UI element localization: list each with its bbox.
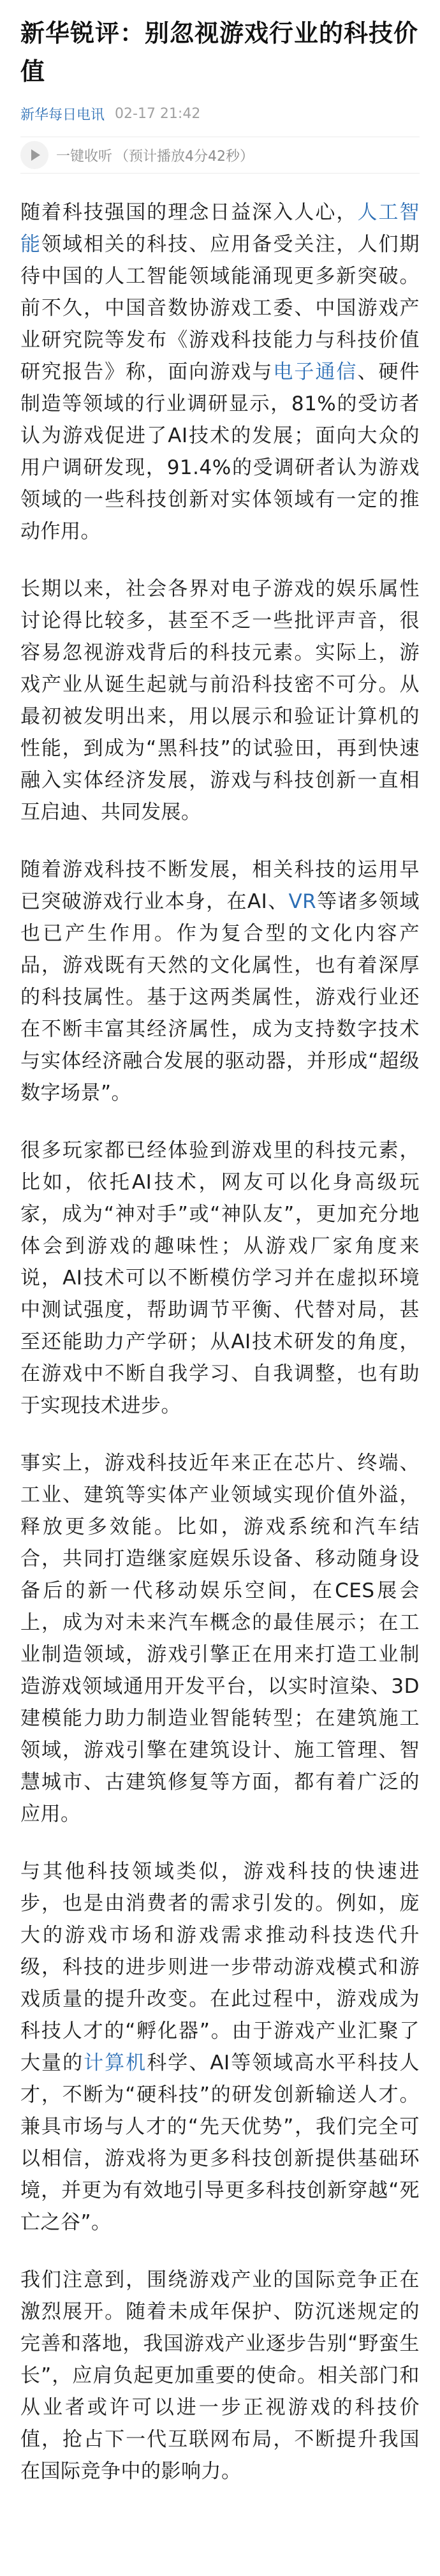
paragraph-text: 科学、AI等领域高水平科技人才，不断为“硬科技”的研发创新输送人才。兼具市场与人才的“先天优势”，我们完全可以相信，游戏将为更多科技创新提供基础环境，并更为有效地引导更多科技创新穿越“死亡之谷”。 [20, 2051, 420, 2234]
listen-label[interactable]: 一键收听 [56, 148, 113, 165]
paragraph-text: 我们注意到，围绕游戏产业的国际竞争正在激烈展开。随着未成年保护、防沉迷规定的完善和落地，我国游戏产业逐步告别“野蛮生长”，应肩负起更加重要的使命。相关部门和从业者或许可以进一步正视游戏的科技价值，抢占下一代互联网布局，不断提升我国在国际竞争中的影响力。 [20, 2268, 420, 2483]
play-icon [31, 149, 40, 161]
article-paragraph [20, 197, 420, 547]
article-paragraph [20, 854, 420, 1109]
paragraph-text: 、硬件制造等领域的行业调研显示，81%的受访者认为游戏促进了AI技术的发展；面向大众的用户调研发现，91.4%的受调研者认为游戏领域的一些科技创新对实体领域有一定的推动作用。 [20, 361, 420, 543]
paragraph-text: 等诸多领域也已产生作用。作为复合型的文化内容产品，游戏既有天然的文化属性，也有着深厚的科技属性。基于这两类属性，游戏行业还在不断丰富其经济属性，成为支持数字技术与实体经济融合发展的驱动器，并形成“超级数字场景”。 [20, 890, 420, 1105]
article-paragraph [20, 1447, 420, 1830]
article-paragraph [20, 1856, 420, 2238]
paragraph-text: 随着科技强国的理念日益深入人心， [20, 201, 358, 224]
listen-duration: （预计播放4分42秒） [115, 148, 254, 165]
article-paragraph [20, 573, 420, 828]
paragraph-text: 领域相关的科技、应用备受关注，人们期待中国的人工智能领域能涌现更多新突破。前不久，中国音数协游戏工委、中国游戏产业研究院等发布《游戏科技能力与科技价值研究报告》称，面向游戏与 [20, 233, 420, 383]
inline-link[interactable]: 计算机 [84, 2051, 147, 2074]
paragraph-text: 事实上，游戏科技近年来正在芯片、终端、工业、建筑等实体产业领域实现价值外溢，释放更多效能。比如，游戏系统和汽车结合，共同打造继家庭娱乐设备、移动随身设备后的新一代移动娱乐空间，在CES展会上，成为对未来汽车概念的最佳展示；在工业制造领域，游戏引擎正在用来打造工业制造游戏领域通用开发平台，以实时渲染、3D建模能力助力制造业智能转型；在建筑施工领域，游戏引擎在建筑设计、施工管理、智慧城市、古建筑修复等方面，都有着广泛的应用。 [20, 1452, 420, 1826]
play-button[interactable] [20, 141, 48, 169]
article-header [0, 0, 440, 174]
paragraph-text: 很多玩家都已经体验到游戏里的科技元素，比如，依托AI技术，网友可以化身高级玩家，成为“神对手”或“神队友”，更加充分地体会到游戏的趣味性；从游戏厂家角度来说，AI技术可以不断模仿学习并在虚拟环境中测试强度，帮助调节平衡、代替对局，甚至还能助力产学研；从AI技术研发的角度，在游戏中不断自我学习、自我调整，也有助于实现技术进步。 [20, 1139, 420, 1417]
article-paragraph [20, 1135, 420, 1422]
article-title: 新华锐评：别忽视游戏行业的科技价值 [20, 19, 419, 86]
inline-link[interactable]: 电子通信 [273, 361, 358, 383]
source-name[interactable]: 新华每日电讯 [20, 107, 105, 123]
publish-time: 02-17 21:42 [115, 105, 201, 122]
article-meta [20, 102, 420, 125]
paragraph-text: 随着游戏科技不断发展，相关科技的运用早已突破游戏行业本身，在AI、 [20, 858, 420, 913]
article-body [0, 174, 440, 2487]
inline-link[interactable]: VR [288, 890, 317, 913]
paragraph-text: 与其他科技领域类似，游戏科技的快速进步，也是由消费者的需求引发的。例如，庞大的游戏市场和游戏需求推动科技迭代升级，科技的进步则进一步带动游戏模式和游戏质量的提升改变。在此过程中，游戏成为科技人才的“孵化器”。由于游戏产业汇聚了大量的 [20, 1860, 420, 2074]
paragraph-text: 长期以来，社会各界对电子游戏的娱乐属性讨论得比较多，甚至不乏一些批评声音，很容易忽视游戏背后的科技元素。实际上，游戏产业从诞生起就与前沿科技密不可分。从最初被发明出来，用以展示和验证计算机的性能，到成为“黑科技”的试验田，再到快速融入实体经济发展，游戏与科技创新一直相互启迪、共同发展。 [20, 577, 420, 824]
article-paragraph [20, 2264, 420, 2487]
listen-bar[interactable] [20, 137, 420, 174]
inline-link[interactable]: 人工智能 [20, 201, 420, 256]
